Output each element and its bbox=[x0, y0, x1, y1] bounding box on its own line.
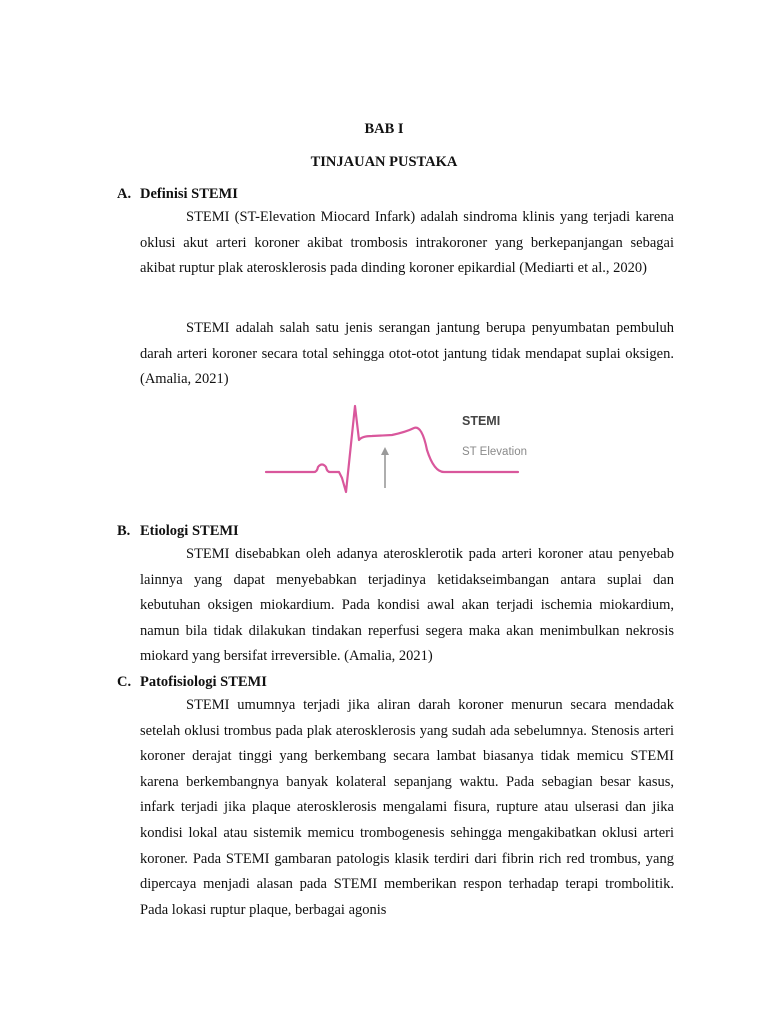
chapter-title: TINJAUAN PUSTAKA bbox=[310, 154, 458, 170]
ecg-svg bbox=[262, 400, 542, 510]
paragraph: STEMI adalah salah satu jenis serangan jantung berupa penyumbatan pembuluh darah arteri koroner secara total sehingga otot-otot jantung tidak mendapat suplai oksigen. (Amalia, 2021) bbox=[140, 320, 674, 388]
section-heading-a bbox=[117, 186, 238, 203]
section-letter: B. bbox=[117, 523, 131, 539]
figure-title: STEMI bbox=[462, 414, 501, 428]
stemi-ecg-figure bbox=[262, 400, 542, 510]
section-title: Etiologi STEMI bbox=[140, 523, 239, 539]
section-letter: C. bbox=[117, 674, 132, 690]
paragraph: STEMI (ST-Elevation Miocard Infark) adalah sindroma klinis yang terjadi karena oklusi akut arteri koroner akibat trombosis intrakoroner yang berkepanjangan sebagai akibat ruptur plak aterosklerosis pada dinding koroner epikardial (Mediarti et al., 2020) bbox=[140, 209, 674, 277]
figure-subtitle: ST Elevation bbox=[462, 446, 527, 458]
section-heading-c bbox=[117, 674, 267, 691]
arrow-head bbox=[381, 447, 389, 455]
section-heading-b bbox=[117, 523, 239, 540]
section-title: Definisi STEMI bbox=[140, 186, 238, 202]
paragraph: STEMI umumnya terjadi jika aliran darah koroner menurun secara mendadak setelah oklusi trombus pada plak aterosklerosis yang sudah ada sebelumnya. Stenosis arteri koroner derajat tinggi yang berkembang secara lambat biasanya tidak memicu STEMI karena berkembangnya banyak kolateral sepanjang waktu. Pada sebagian besar kasus, infark terjadi jika plaque aterosklerosis mengalami fisura, rupture atau ulserasi dan jika kondisi lokal atau sistemik memicu trombogenesis sehingga mengakibatkan oklusi arteri koroner. Pada STEMI gambaran patologis klasik terdiri dari fibrin rich red trombus, yang dipercaya menjadi alasan pada STEMI memberikan respon terhadap terapi trombolitik. Pada lokasi ruptur plaque, berbagai agonis bbox=[140, 697, 674, 918]
paragraph: STEMI disebabkan oleh adanya aterosklerotik pada arteri koroner atau penyebab lainnya yang dapat menyebabkan terjadinya ketidakseimbangan antara suplai dan kebutuhan oksigen miokardium. Pada kondisi awal akan terjadi ischemia miokardium, namun bila tidak dilakukan tindakan reperfusi segera maka akan menimbulkan nekrosis miokard yang bersifat irreversible. (Amalia, 2021) bbox=[140, 546, 674, 665]
section-title: Patofisiologi STEMI bbox=[140, 674, 267, 690]
section-letter: A. bbox=[117, 186, 132, 202]
chapter-label: BAB I bbox=[364, 121, 404, 137]
